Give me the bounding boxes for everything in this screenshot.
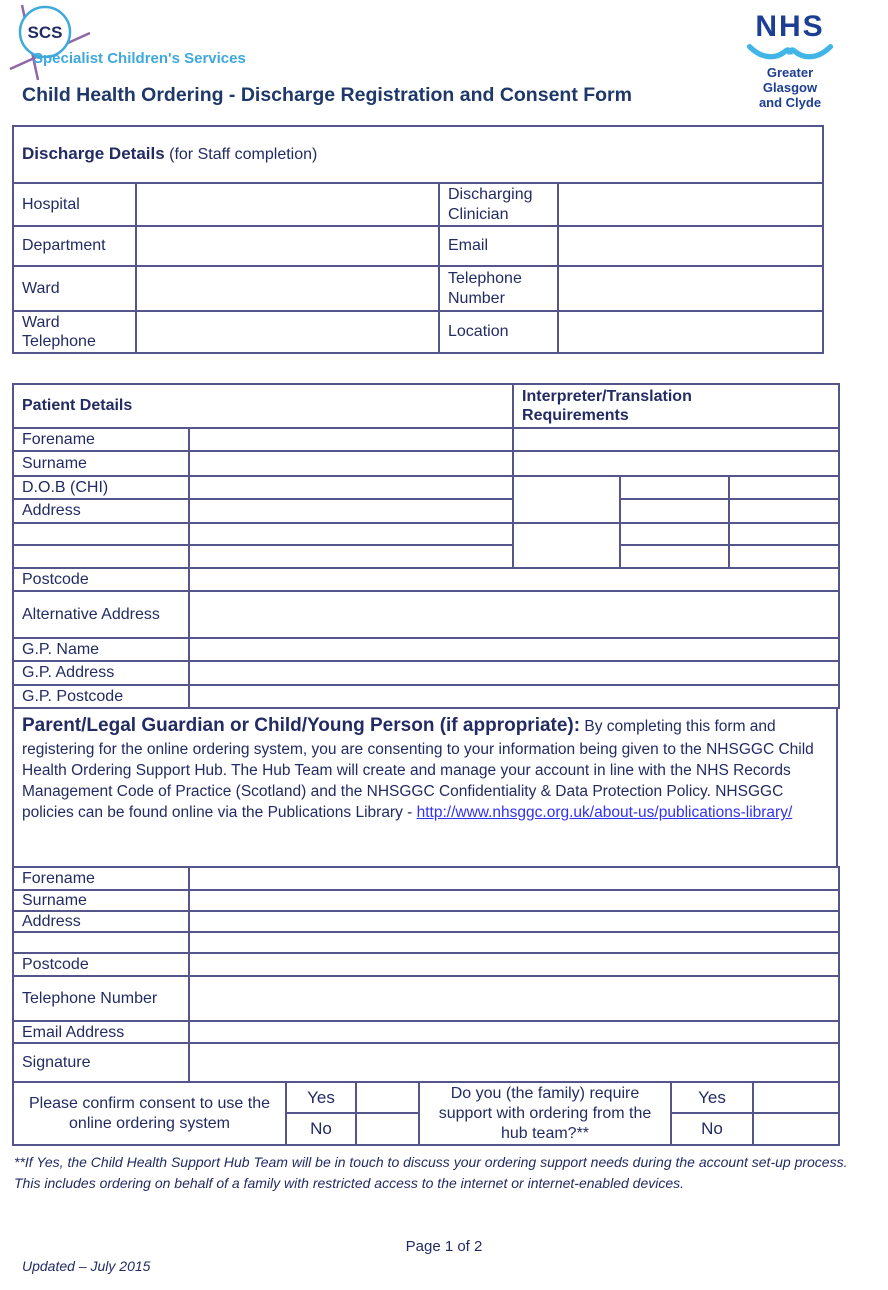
location-label: Location <box>439 311 558 353</box>
guardian-forename-input-cell[interactable] <box>189 867 839 890</box>
discharge-details-table <box>12 125 824 354</box>
interpreter-grid-cell[interactable] <box>620 476 729 499</box>
guardian-surname-label: Surname <box>13 890 189 911</box>
gp-address-input-cell[interactable] <box>189 661 839 685</box>
guardian-details-table <box>12 866 840 1083</box>
guardian-address-extra-label <box>13 932 189 953</box>
nhs-wave-icon <box>746 43 834 66</box>
patient-surname-label: Surname <box>13 451 189 476</box>
ward-label: Ward <box>13 266 136 311</box>
page-number: Page 1 of 2 <box>405 1238 483 1255</box>
guardian-address-input-cell[interactable] <box>189 932 839 953</box>
support-no-label: No <box>671 1113 753 1145</box>
discharging-clinician-input-cell[interactable] <box>558 183 823 226</box>
nhs-region-line1: Greater Glasgow <box>762 65 818 95</box>
patient-details-title: Patient Details <box>13 384 513 428</box>
patient-address-extra-label <box>13 523 189 545</box>
interpreter-grid-cell[interactable] <box>729 476 839 499</box>
guardian-body-text: By completing this form and registering for the online ordering system, you are consenting to your information being given to the NHSGGC Child Health Ordering Support Hub. The Hub Team will create and manage your account in line with the NHS Records Management Code of Practice (Scotland) and the NHSGGC Confidentiality & Data Protection Policy. NHSGGC policies can be found online via the Publications Library - <box>22 718 814 822</box>
guardian-postcode-label: Postcode <box>13 953 189 976</box>
interpreter-requirements-header <box>513 384 839 428</box>
discharge-details-title: Discharge Details <box>22 144 165 164</box>
consent-yes-label: Yes <box>286 1082 356 1113</box>
patient-details-section <box>12 383 838 1146</box>
guardian-signature-label: Signature <box>13 1043 189 1082</box>
patient-forename-label: Forename <box>13 428 189 451</box>
support-question: Do you (the family) require support with ordering from the hub team?** <box>419 1082 671 1145</box>
gp-address-label: G.P. Address <box>13 661 189 685</box>
nhs-logo <box>740 12 840 111</box>
support-no-checkbox-cell[interactable] <box>753 1113 839 1145</box>
interpreter-grid-cell[interactable] <box>729 523 839 545</box>
interpreter-grid-cell[interactable] <box>620 499 729 523</box>
email-label: Email <box>439 226 558 266</box>
alternative-address-input-cell[interactable] <box>189 591 839 638</box>
guardian-forename-label: Forename <box>13 867 189 890</box>
nhs-logo-text: NHS <box>755 10 825 43</box>
interpreter-input-cell[interactable] <box>513 428 839 451</box>
telephone-number-input-cell[interactable] <box>558 266 823 311</box>
publications-library-link[interactable]: http://www.nhsggc.org.uk/about-us/publications-library/ <box>416 804 793 822</box>
guardian-postcode-input-cell[interactable] <box>189 953 839 976</box>
guardian-surname-input-cell[interactable] <box>189 890 839 911</box>
patient-postcode-label: Postcode <box>13 568 189 591</box>
email-input-cell[interactable] <box>558 226 823 266</box>
guardian-telephone-input-cell[interactable] <box>189 976 839 1021</box>
patient-surname-input-cell[interactable] <box>189 451 513 476</box>
patient-dob-chi-label: D.O.B (CHI) <box>13 476 189 499</box>
ward-telephone-input-cell[interactable] <box>136 311 439 353</box>
patient-address-input-cell[interactable] <box>189 499 513 523</box>
patient-address-extra-label <box>13 545 189 568</box>
hospital-label: Hospital <box>13 183 136 226</box>
interpreter-grid-cell[interactable] <box>620 523 729 545</box>
patient-mid-table <box>12 567 840 709</box>
interpreter-requirements-title: Interpreter/Translation Requirements <box>522 387 692 424</box>
interpreter-grid-cell[interactable] <box>513 523 620 568</box>
discharge-details-header <box>13 126 823 183</box>
hospital-input-cell[interactable] <box>136 183 439 226</box>
telephone-number-label: Telephone Number <box>439 266 558 311</box>
department-input-cell[interactable] <box>136 226 439 266</box>
guardian-heading: Parent/Legal Guardian or Child/Young Person (if appropriate): <box>22 715 581 736</box>
gp-postcode-input-cell[interactable] <box>189 685 839 708</box>
guardian-email-label: Email Address <box>13 1021 189 1043</box>
consent-question: Please confirm consent to use the online ordering system <box>13 1082 286 1145</box>
interpreter-grid-cell[interactable] <box>729 545 839 568</box>
consent-table <box>12 1081 840 1146</box>
alternative-address-label: Alternative Address <box>13 591 189 638</box>
scs-tagline: Specialist Children's Services <box>33 50 246 67</box>
discharge-details-subtitle: (for Staff completion) <box>164 146 318 164</box>
interpreter-grid-cell[interactable] <box>513 476 620 523</box>
guardian-address-label: Address <box>13 911 189 932</box>
patient-forename-input-cell[interactable] <box>189 428 513 451</box>
guardian-telephone-label: Telephone Number <box>13 976 189 1021</box>
location-input-cell[interactable] <box>558 311 823 353</box>
patient-top-table <box>12 383 840 569</box>
interpreter-grid-cell[interactable] <box>729 499 839 523</box>
scs-abbr: SCS <box>27 23 63 42</box>
updated-date: Updated – July 2015 <box>22 1258 151 1274</box>
gp-postcode-label: G.P. Postcode <box>13 685 189 708</box>
guardian-signature-input-cell[interactable] <box>189 1043 839 1082</box>
ward-input-cell[interactable] <box>136 266 439 311</box>
patient-dob-chi-input-cell[interactable] <box>189 476 513 499</box>
consent-no-label: No <box>286 1113 356 1145</box>
patient-address-input-cell[interactable] <box>189 545 513 568</box>
patient-address-input-cell[interactable] <box>189 523 513 545</box>
guardian-email-input-cell[interactable] <box>189 1021 839 1043</box>
consent-yes-checkbox-cell[interactable] <box>356 1082 419 1113</box>
page-title: Child Health Ordering - Discharge Registration and Consent Form <box>22 84 632 106</box>
discharging-clinician-label: Discharging Clinician <box>439 183 558 226</box>
interpreter-input-cell[interactable] <box>513 451 839 476</box>
consent-no-checkbox-cell[interactable] <box>356 1113 419 1145</box>
interpreter-grid-cell[interactable] <box>620 545 729 568</box>
department-label: Department <box>13 226 136 266</box>
patient-address-label: Address <box>13 499 189 523</box>
ward-telephone-label: Ward Telephone <box>13 311 136 353</box>
gp-name-input-cell[interactable] <box>189 638 839 661</box>
nhs-region-line2: and Clyde <box>758 94 822 110</box>
patient-postcode-input-cell[interactable] <box>189 568 839 591</box>
guardian-consent-paragraph <box>12 707 838 868</box>
support-footnote: **If Yes, the Child Health Support Hub Team will be in touch to discuss your ordering support needs during the account set-up process. This includes ordering on behalf of a family with restricted access to the internet or internet-enabled devices. <box>14 1154 848 1191</box>
support-yes-label: Yes <box>671 1082 753 1113</box>
scs-logo-icon <box>8 3 268 83</box>
gp-name-label: G.P. Name <box>13 638 189 661</box>
support-yes-checkbox-cell[interactable] <box>753 1082 839 1113</box>
guardian-address-input-cell[interactable] <box>189 911 839 932</box>
